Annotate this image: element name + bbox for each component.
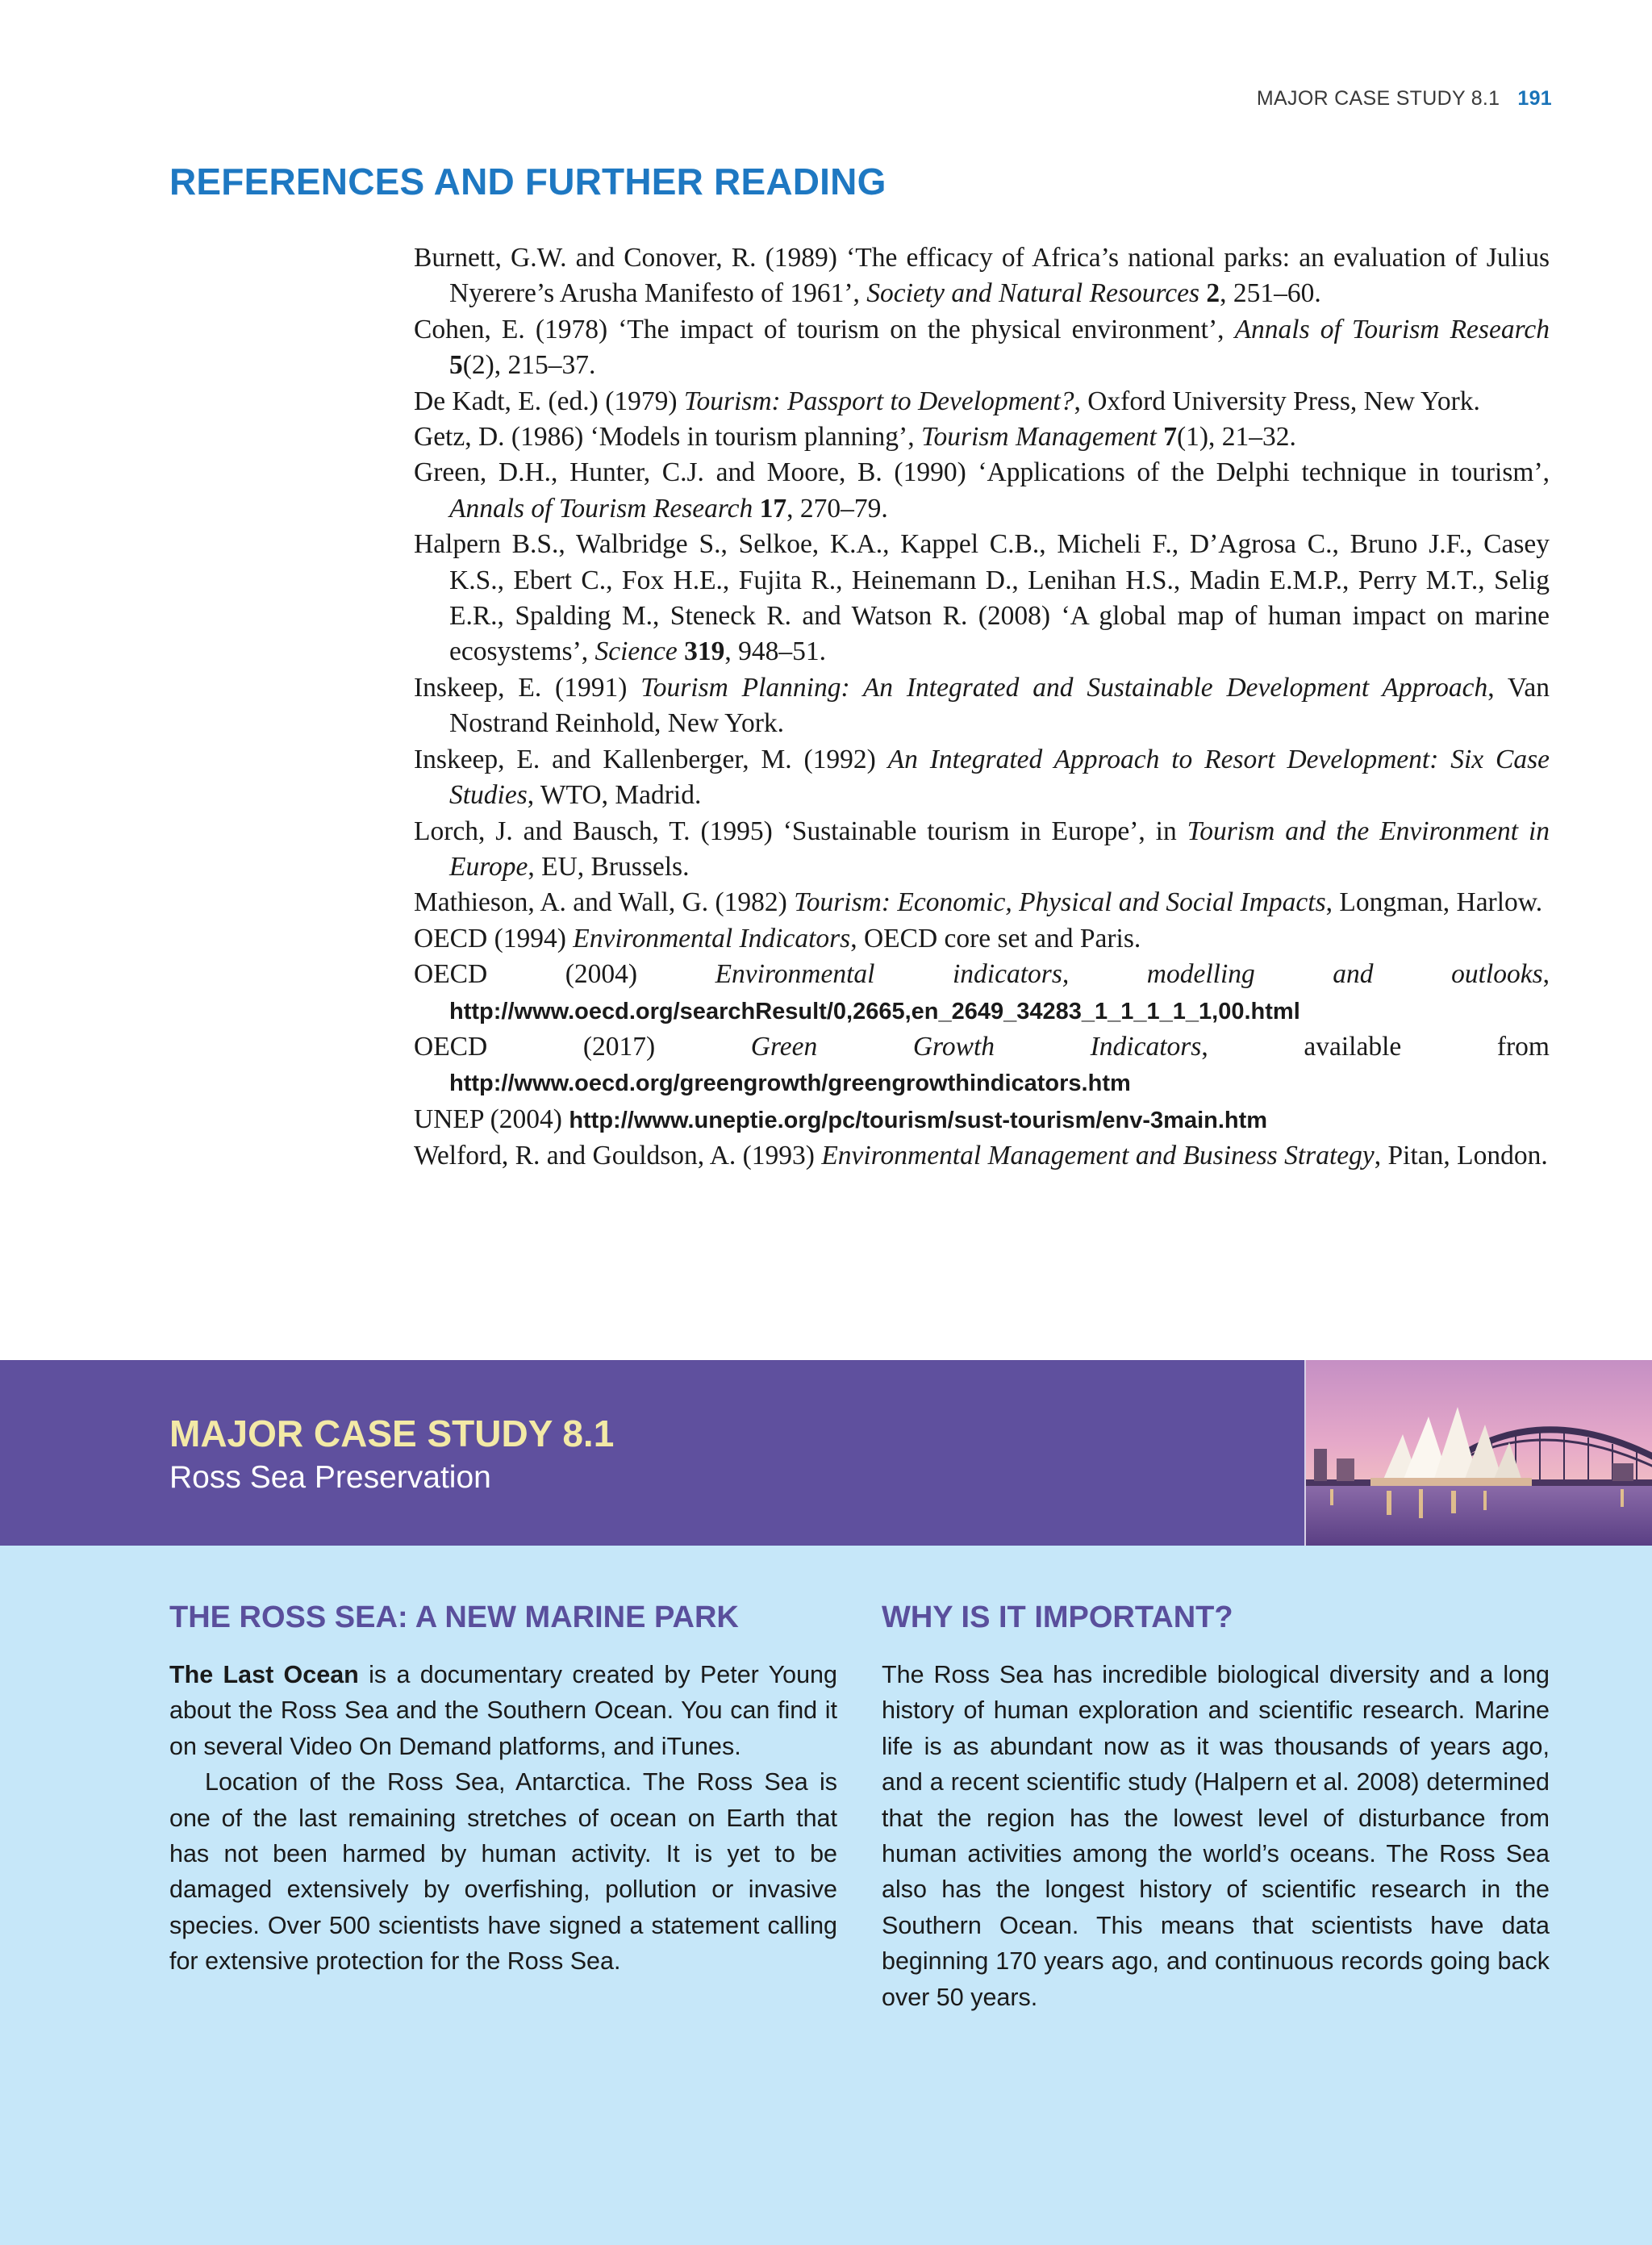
reference-item (414, 885, 1550, 920)
ref-text: Getz, D. (1986) ‘Models in tourism planning’, (414, 422, 921, 453)
ref-pages: (2), 215–37. (462, 350, 596, 381)
ref-url-link[interactable]: http://www.uneptie.org/pc/tourism/sust-tourism/env-3main.htm (569, 1107, 1268, 1133)
ref-text: Inskeep, E. (1991) (414, 672, 641, 703)
references-title: REFERENCES AND FURTHER READING (169, 161, 886, 202)
ref-text (1157, 422, 1163, 452)
left-column-heading: THE ROSS SEA: A NEW MARINE PARK (169, 1600, 739, 1634)
reference-item (414, 240, 1550, 312)
ref-volume: 319 (684, 636, 725, 667)
page-number: 191 (1517, 87, 1552, 110)
ref-text: Mathieson, A. and Wall, G. (1982) (414, 887, 795, 918)
ref-text: OECD (2017) (414, 1031, 751, 1062)
left-paragraph-2: Location of the Ross Sea, Antarctica. The Ross Sea is one of the last remaining stretches of ocean on Earth that has not been harmed by human activity. It is yet to be damaged extensively by overfishing, pollution or invasive species. Over 500 scientists have signed a statement calling for extensive protection for the Ross Sea. (169, 1768, 837, 1976)
ref-pages: , 251–60. (1220, 278, 1321, 309)
ref-text: Welford, R. and Gouldson, A. (1993) (414, 1141, 822, 1171)
reference-item (414, 455, 1550, 527)
ref-text: , Longman, Harlow. (1325, 887, 1543, 918)
ref-pages: , 948–51. (724, 636, 827, 667)
ref-title: Environmental Management and Business Strategy (821, 1141, 1375, 1171)
reference-item (414, 814, 1550, 886)
reference-item (414, 527, 1550, 670)
ref-text (753, 494, 759, 524)
ref-title: Society and Natural Resources (866, 278, 1200, 309)
reference-item (414, 670, 1550, 742)
right-column (882, 1599, 1550, 2015)
ref-url-link[interactable]: http://www.oecd.org/searchResult/0,2665,en_2649_34283_1_1_1_1_1,00.html (449, 998, 1300, 1024)
ref-volume: 2 (1206, 278, 1220, 309)
running-head (1257, 87, 1552, 111)
ref-title: Annals of Tourism Research (449, 493, 753, 524)
ref-text: De Kadt, E. (ed.) (1979) (414, 386, 684, 416)
documentary-title: The Last Ocean (169, 1661, 359, 1688)
case-study-title: MAJOR CASE STUDY 8.1 (169, 1413, 615, 1454)
ref-text: Lorch, J. and Bausch, T. (1995) ‘Sustainable tourism in Europe’, in (414, 816, 1187, 846)
ref-pages: (1), 21–32. (1177, 422, 1296, 453)
reference-item (414, 312, 1550, 384)
ref-text: , WTO, Madrid. (527, 780, 702, 811)
left-column (169, 1599, 837, 1980)
reference-item (414, 742, 1550, 814)
ref-title: Environmental indicators, modelling and outlooks (715, 959, 1543, 990)
right-paragraph-1: The Ross Sea has incredible biological diversity and a long history of human exploration and scientific research. Marine life is as abundant now as it was thousands of years ago, and a recent scientific study (Halpern et al. 2008) determined that the region has the lowest level of disturbance from human activities among the world’s oceans. The Ross Sea also has the longest history of scientific research in the Southern Ocean. This means that scientists have data beginning 170 years ago, and continuous records going back over 50 years. (882, 1661, 1550, 2011)
ref-text: OECD (1994) (414, 923, 574, 953)
ref-text: Halpern B.S., Walbridge S., Selkoe, K.A., Kappel C.B., Micheli F., D’Agrosa C., Bruno J.F., Casey K.S., Ebert C., Fox H.E., Fujita R., Heinemann D., Lenihan H.S., Madin E.M.P., Perry M.T., Selig E.R., Spalding M., Steneck R. and Watson R. (2008) ‘A global map of human impact on marine ecosystems’, (414, 529, 1550, 667)
ref-title: Tourism Management (920, 422, 1157, 453)
ref-text: , OECD core set and Paris. (850, 923, 1141, 953)
reference-item (414, 419, 1550, 455)
reference-item (414, 1102, 1550, 1138)
reference-item (414, 1029, 1550, 1102)
ref-text (678, 636, 684, 666)
reference-item (414, 957, 1550, 1029)
case-study-banner (0, 1360, 1304, 1546)
ref-title: Annals of Tourism Research (1234, 314, 1550, 344)
ref-volume: 7 (1163, 422, 1177, 453)
ref-title: An Integrated Approach to Resort Development: Six Case Studies (449, 744, 1550, 811)
reference-list (414, 240, 1550, 1175)
ref-title: Tourism and the Environment in Europe (449, 816, 1550, 882)
ref-text: , EU, Brussels. (528, 851, 690, 882)
ref-text: OECD (2004) (414, 959, 715, 990)
sydney-opera-house-photo (1304, 1360, 1652, 1546)
ref-text: UNEP (2004) (414, 1104, 569, 1134)
case-study-subtitle: Ross Sea Preservation (169, 1460, 491, 1495)
ref-title: Tourism: Economic, Physical and Social Impacts (794, 887, 1326, 918)
ref-text: , Oxford University Press, New York. (1074, 386, 1480, 416)
case-study-panel (0, 1546, 1652, 2245)
ref-text: Cohen, E. (1978) ‘The impact of tourism on the physical environment’, (414, 314, 1235, 344)
ref-url-link[interactable]: http://www.oecd.org/greengrowth/greengrowthindicators.htm (449, 1070, 1131, 1097)
ref-pages: , 270–79. (786, 493, 888, 524)
running-head-label: MAJOR CASE STUDY 8.1 (1256, 87, 1500, 110)
ref-volume: 17 (759, 493, 787, 524)
ref-title: Science (594, 636, 678, 667)
ref-text: Green, D.H., Hunter, C.J. and Moore, B. (1990) ‘Applications of the Delphi technique in tourism’, (414, 457, 1550, 488)
ref-volume: 5 (449, 350, 463, 381)
ref-text: , Pitan, London. (1374, 1141, 1548, 1171)
ref-text: , (1542, 959, 1550, 990)
left-paragraph-1-text: is a documentary created by Peter Young about the Ross Sea and the Southern Ocean. You can find it on several Video On Demand platforms, and iTunes. (169, 1661, 837, 1760)
ref-text: , Van Nostrand Reinhold, New York. (449, 672, 1550, 739)
ref-title: Green Growth Indicators (750, 1031, 1202, 1062)
left-paragraph-1 (169, 1657, 837, 1764)
right-column-heading: WHY IS IT IMPORTANT? (882, 1600, 1233, 1634)
ref-title: Tourism Planning: An Integrated and Sustainable Development Approach (640, 672, 1488, 703)
reference-item (414, 384, 1550, 419)
ref-text: , available from (1201, 1031, 1550, 1062)
reference-item (414, 1138, 1550, 1174)
ref-text: Inskeep, E. and Kallenberger, M. (1992) (414, 744, 888, 774)
reference-item (414, 921, 1550, 957)
ref-text: Burnett, G.W. and Conover, R. (1989) ‘The efficacy of Africa’s national parks: an evaluation of Julius Nyerere’s Arusha Manifesto of 1961’, (414, 243, 1550, 309)
ref-title: Environmental Indicators (573, 923, 851, 953)
ref-title: Tourism: Passport to Development? (683, 386, 1074, 416)
